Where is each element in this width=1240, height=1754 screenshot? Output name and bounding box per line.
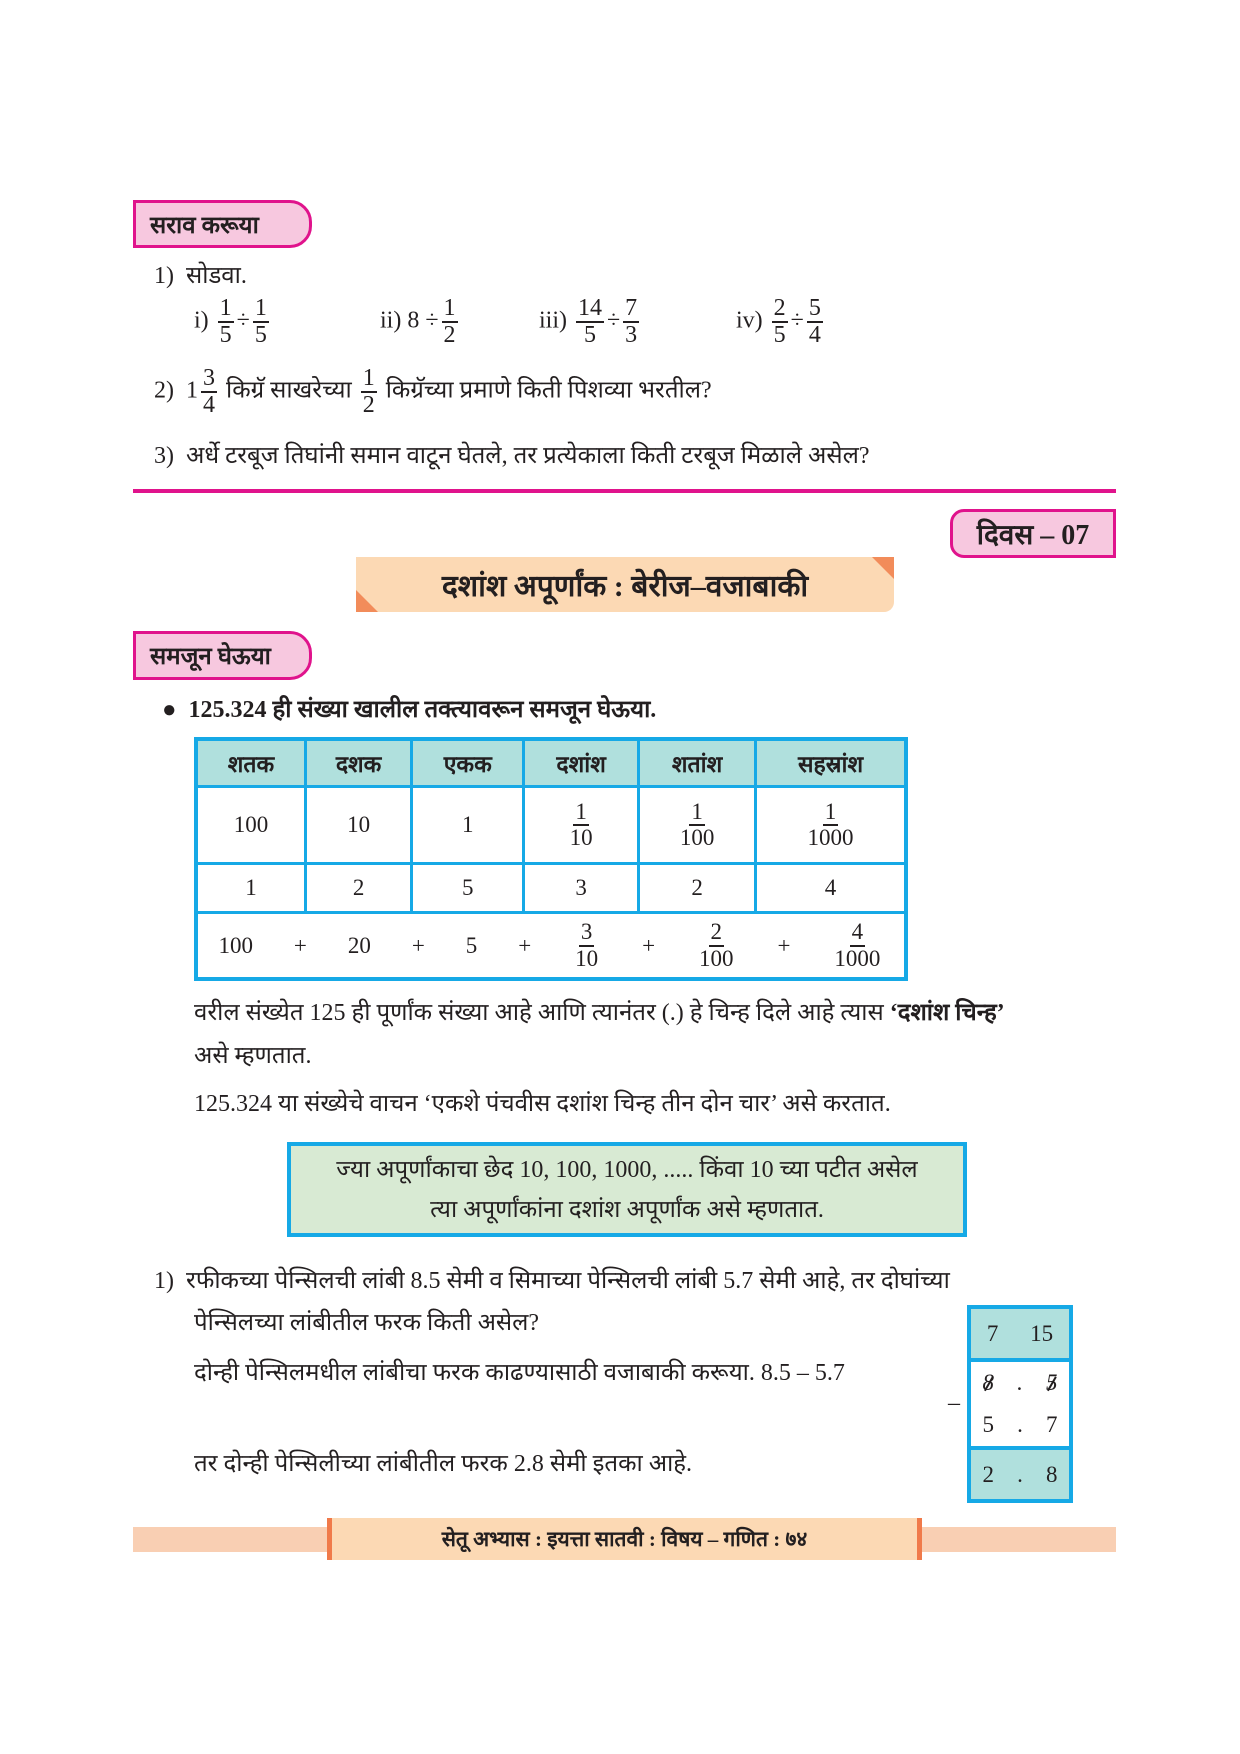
fraction: $\frac{2}{5}$ xyxy=(773,295,786,349)
question-text: किग्रॅच्या प्रमाणे किती पिशव्या भरतील? xyxy=(385,377,712,404)
table-cell: 1 xyxy=(196,864,305,913)
question-number: 3) xyxy=(154,443,174,469)
divide-sign: ÷ xyxy=(236,307,250,334)
table-row xyxy=(196,864,906,913)
divide-sign: ÷ xyxy=(425,307,439,334)
practice-question-1 xyxy=(154,258,247,291)
paragraph-text: वरील संख्येत 125 ही पूर्णांक संख्या आहे आणि त्यानंतर (.) हे चिन्ह दिले आहे त्यास xyxy=(194,1000,884,1026)
bullet-line xyxy=(162,692,656,725)
item-label: iii) xyxy=(539,307,567,334)
column-header: सहस्रांश xyxy=(756,739,906,787)
fraction: $\frac{14}{5}$ xyxy=(578,295,602,349)
practice-question-3 xyxy=(154,438,870,471)
expanded-form: 100 + 20 + 5 + $\frac{3}{10}$ + $\frac{2}{100}$ + $\frac{4}{1000}$ xyxy=(196,913,906,980)
table-header-row xyxy=(196,739,906,787)
table-row xyxy=(196,787,906,864)
item-label: i) xyxy=(194,307,209,334)
paragraph-decimal-sign xyxy=(194,995,1116,1028)
question-number: 1) xyxy=(154,1268,174,1294)
definition-box xyxy=(287,1142,967,1237)
problem-answer: तर दोन्ही पेन्सिलीच्या लांबीतील फरक 2.8 सेमी इतका आहे. xyxy=(194,1451,693,1477)
exercise-ii xyxy=(380,296,461,348)
table-cell: 2 xyxy=(305,864,411,913)
footer-text: सेतू अभ्यास : इयत्ता सातवी : विषय – गणित : ७४ xyxy=(441,1527,808,1551)
exercise-iii xyxy=(539,296,642,348)
paragraph-text: असे म्हणतात. xyxy=(194,1043,312,1069)
whole-number: 1 xyxy=(186,377,198,404)
question-number: 2) xyxy=(154,377,174,404)
divide-sign: ÷ xyxy=(607,307,621,334)
page-footer xyxy=(327,1518,922,1560)
item-label: ii) xyxy=(380,307,402,334)
column-header: दशक xyxy=(305,739,411,787)
question-text: अर्धे टरबूज तिघांनी समान वाटून घेतले, तर प्रत्येकाला किती टरबूज मिळाले असेल? xyxy=(186,443,870,469)
column-header: एकक xyxy=(412,739,524,787)
bullet-icon: ● xyxy=(162,697,177,723)
day-badge: दिवस – 07 xyxy=(950,509,1116,558)
bullet-text: 125.324 ही संख्या खालील तक्त्यावरून समजून घेऊया. xyxy=(188,697,657,723)
divide-sign: ÷ xyxy=(790,307,804,334)
bold-term: ‘दशांश चिन्ह’ xyxy=(889,1000,1005,1026)
question-text: किग्रॅ साखरेच्या xyxy=(226,377,352,404)
subtraction-box xyxy=(967,1305,1073,1503)
practice-section-tag: सराव करूया xyxy=(133,200,312,248)
fraction: $\frac{1}{2}$ xyxy=(443,295,456,349)
fraction: $\frac{5}{4}$ xyxy=(808,295,821,349)
fraction: $\frac{7}{3}$ xyxy=(625,295,638,349)
table-cell: 4 xyxy=(756,864,906,913)
paragraph-reading: 125.324 या संख्येचे वाचन ‘एकशे पंचवीस दशांश चिन्ह तीन दोन चार’ असे करतात. xyxy=(194,1091,891,1117)
column-header: शतांश xyxy=(639,739,756,787)
column-header: शतक xyxy=(196,739,305,787)
result-row: 2 . 8 xyxy=(971,1450,1069,1499)
fraction: $\frac{1}{5}$ xyxy=(254,295,267,349)
table-row-expansion xyxy=(196,913,906,980)
place-value-table xyxy=(194,737,908,981)
practice-question-2 xyxy=(154,366,712,418)
whole-number: 8 xyxy=(407,307,420,334)
problem-line-1 xyxy=(154,1263,950,1296)
question-number: 1) xyxy=(154,263,174,289)
table-cell: 1 xyxy=(412,787,524,864)
fraction: $\frac{1}{5}$ xyxy=(219,295,232,349)
section-divider xyxy=(133,489,1116,493)
table-cell: 10 xyxy=(305,787,411,864)
chapter-title-banner xyxy=(356,557,894,612)
table-cell: $\frac{1}{100}$ xyxy=(639,787,756,864)
minus-sign: – xyxy=(948,1390,960,1416)
fraction: $\frac{3}{4}$ xyxy=(203,365,215,419)
problem-text: रफीकच्या पेन्सिलची लांबी 8.5 सेमी व सिमाच्या पेन्सिलची लांबी 5.7 सेमी आहे, तर दोघांच्या xyxy=(186,1268,950,1294)
table-cell: 2 xyxy=(639,864,756,913)
exercise-iv xyxy=(736,296,826,348)
definition-line: ज्या अपूर्णांकाचा छेद 10, 100, 1000, ..... किंवा 10 च्या पटीत असेल xyxy=(336,1157,918,1183)
borrow-row: 7 15 xyxy=(971,1309,1069,1358)
problem-text: दोन्ही पेन्सिलमधील लांबीचा फरक काढण्यासाठी वजाबाकी करूया. 8.5 – 5.7 xyxy=(194,1360,845,1386)
chapter-title: दशांश अपूर्णांक : बेरीज–वजाबाकी xyxy=(441,570,809,603)
table-cell: $\frac{1}{10}$ xyxy=(524,787,639,864)
question-text: सोडवा. xyxy=(186,263,247,289)
table-cell: 5 xyxy=(412,864,524,913)
table-cell: 100 xyxy=(196,787,305,864)
table-cell: $\frac{1}{1000}$ xyxy=(756,787,906,864)
table-cell: 3 xyxy=(524,864,639,913)
problem-text: पेन्सिलच्या लांबीतील फरक किती असेल? xyxy=(194,1310,540,1336)
column-header: दशांश xyxy=(524,739,639,787)
exercise-i xyxy=(194,296,272,348)
definition-line: त्या अपूर्णांकांना दशांश अपूर्णांक असे म्हणतात. xyxy=(430,1197,824,1223)
operands: 8 . 5 5 . 7 xyxy=(971,1358,1069,1450)
learn-section-tag: समजून घेऊया xyxy=(133,631,312,680)
item-label: iv) xyxy=(736,307,763,334)
fraction: $\frac{1}{2}$ xyxy=(362,365,375,419)
